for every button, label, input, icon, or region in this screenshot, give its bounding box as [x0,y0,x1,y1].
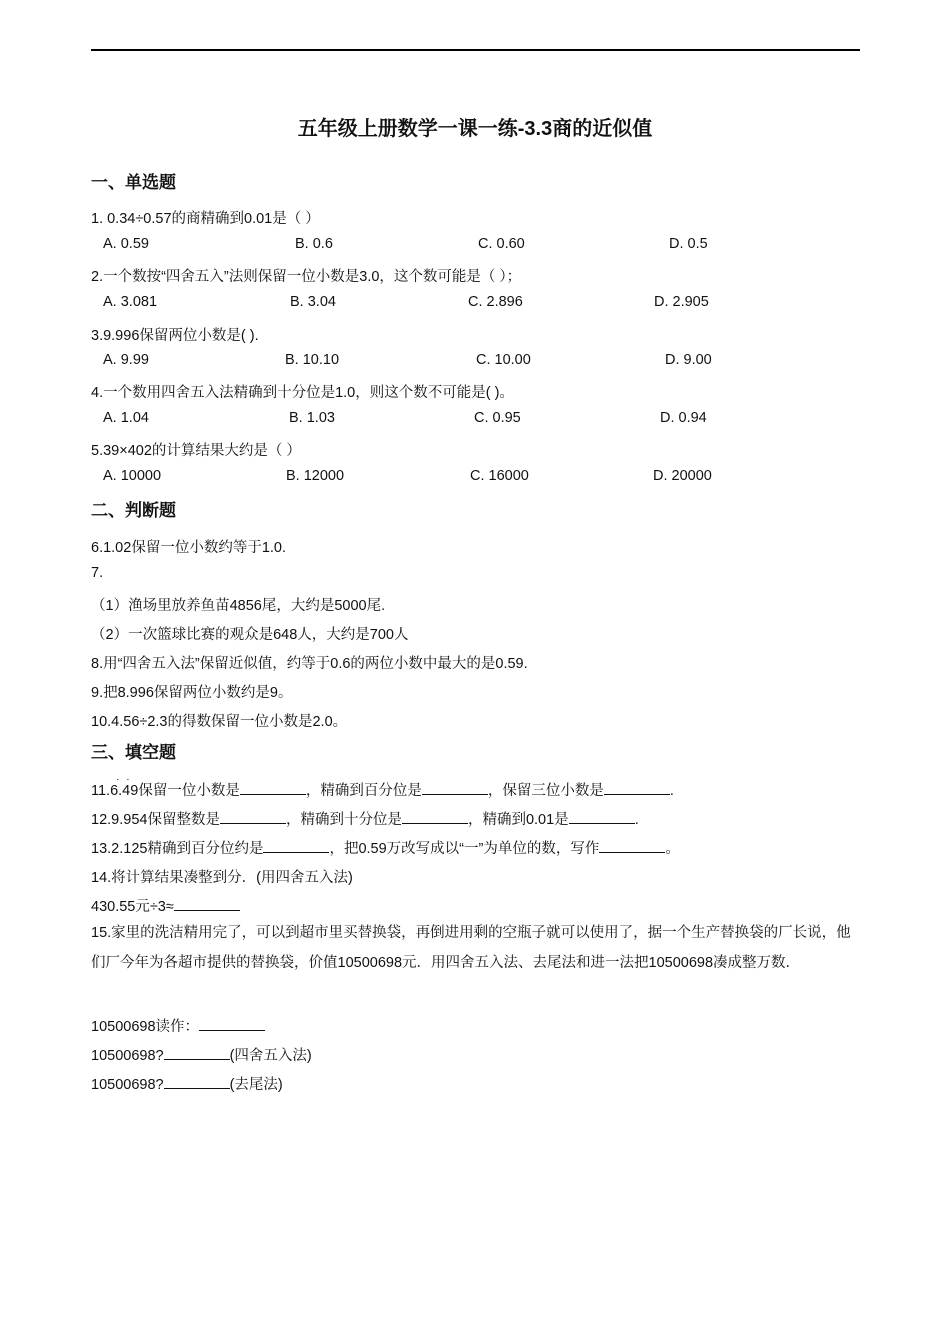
question-11-text-a: 保留一位小数是 [138,783,240,799]
option-4c: C. 0.95 [474,410,521,426]
section-heading-fill-blank: 三、填空题 [91,743,176,762]
option-2a: A. 3.081 [103,294,158,310]
question-5: 5.39×402的计算结果大约是（ ） [91,443,301,459]
repeating-decimal [110,774,139,799]
answer-blank[interactable] [263,840,329,853]
option-1c: C. 0.60 [478,236,525,252]
question-10: 10.4.56÷2.3的得数保留一位小数是2.0。 [91,714,348,730]
section-heading-true-false: 二、判断题 [91,501,176,520]
question-15-read [91,1015,265,1036]
repeating-decimal-value: 6.49 [110,783,139,799]
question-11-text-c: ，保留三位小数是 [487,783,604,799]
question-11-end: . [669,783,674,799]
answer-blank[interactable] [604,782,670,795]
question-4: 4.一个数用四舍五入法精确到十分位是1.0，则这个数不可能是( )。 [91,385,514,401]
question-12-end: . [634,812,639,828]
question-11 [91,774,674,800]
option-5a: A. 10000 [103,468,162,484]
section-heading-single-choice: 一、单选题 [91,173,176,192]
answer-blank[interactable] [402,811,468,824]
question-13-end: 。 [665,841,680,857]
option-5d: D. 20000 [653,468,712,484]
option-3a: A. 9.99 [103,352,149,368]
repeating-dots: · · [116,774,132,785]
option-4d: D. 0.94 [660,410,707,426]
question-12-text-b: ，精确到十分位是 [285,812,402,828]
answer-blank[interactable] [174,898,240,911]
question-15-round [91,1044,312,1065]
option-3d: D. 9.00 [665,352,712,368]
answer-blank[interactable] [240,782,306,795]
answer-blank[interactable] [164,1076,230,1089]
answer-blank[interactable] [199,1018,265,1031]
question-15-floor-method: (去尾法) [229,1077,283,1093]
header-rule [91,49,860,51]
question-6: 6.1.02保留一位小数约等于1.0. [91,540,286,556]
question-2: 2.一个数按“四舍五入”法则保留一位小数是3.0，这个数可能是（ ）； [91,269,522,285]
question-15-read-text: 10500698读作： [91,1019,200,1035]
option-4a: A. 1.04 [103,410,149,426]
question-3: 3.9.996保留两位小数是( ). [91,328,259,344]
question-13 [91,837,680,858]
answer-blank[interactable] [164,1047,230,1060]
question-14: 14.将计算结果凑整到分．(用四舍五入法) [91,870,353,886]
answer-blank[interactable] [599,840,665,853]
option-1d: D. 0.5 [669,236,708,252]
question-13-text-a: 13.2.125精确到百分位约是 [91,841,264,857]
question-7: 7. [91,565,104,581]
question-15-round-text: 10500698? [91,1048,164,1064]
option-4b: B. 1.03 [289,410,335,426]
question-9: 9.把8.996保留两位小数约是9。 [91,685,293,701]
option-2b: B. 3.04 [290,294,336,310]
option-1a: A. 0.59 [103,236,149,252]
answer-blank[interactable] [422,782,488,795]
answer-blank[interactable] [569,811,635,824]
question-11-prefix: 11. [91,783,111,799]
option-5c: C. 16000 [470,468,529,484]
option-2d: D. 2.905 [654,294,709,310]
option-2c: C. 2.896 [468,294,523,310]
question-14-expr-text: 430.55元÷3≈ [91,899,174,915]
question-11-text-b: ，精确到百分位是 [305,783,422,799]
question-15-round-method: (四舍五入法) [229,1048,312,1064]
question-7-part-1: （1）渔场里放养鱼苗4856尾，大约是5000尾. [91,598,386,614]
option-5b: B. 12000 [286,468,345,484]
question-1: 1. 0.34÷0.57的商精确到0.01是（ ） [91,211,320,227]
option-3c: C. 10.00 [476,352,531,368]
page-title: 五年级上册数学一课一练-3.3商的近似值 [297,118,653,140]
answer-blank[interactable] [220,811,286,824]
question-7-part-2: （2）一次篮球比赛的观众是648人，大约是700人 [91,627,409,643]
question-12 [91,808,639,829]
question-14-expression [91,895,240,916]
question-12-text-c: ，精确到0.01是 [467,812,569,828]
question-15-floor-text: 10500698? [91,1077,164,1093]
option-1b: B. 0.6 [295,236,333,252]
question-12-text-a: 12.9.954保留整数是 [91,812,220,828]
question-15: 15.家里的洗洁精用完了，可以到超市里买替换袋，再倒进用剩的空瓶子就可以使用了，据一个生产替换袋的厂长说，他们厂今年为各超市提供的替换袋，价值10500698元．用四舍五入法、去尾法和进一法把10500698凑成整万数． [91,925,851,971]
question-15-floor [91,1073,283,1094]
option-3b: B. 10.10 [285,352,340,368]
question-13-text-b: ，把0.59万改写成以“一”为单位的数，写作 [329,841,600,857]
question-8: 8.用“四舍五入法”保留近似值，约等于0.6的两位小数中最大的是0.59. [91,656,528,672]
